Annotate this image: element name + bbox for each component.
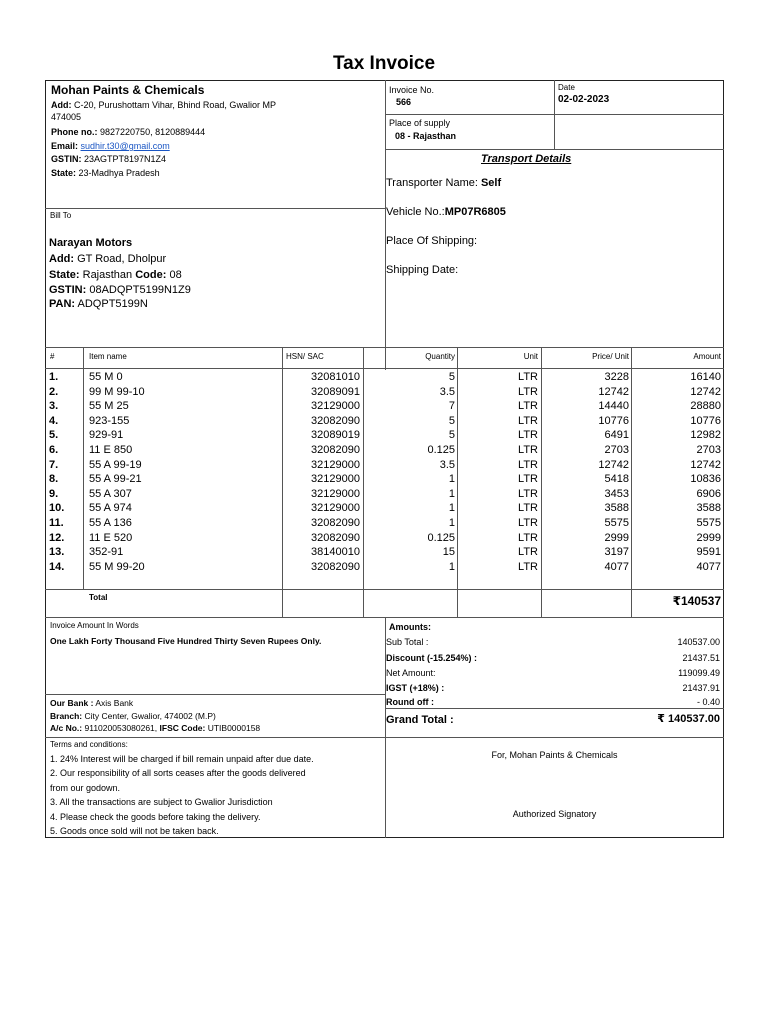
bill-to-state — [49, 270, 182, 281]
row-price: 14440 — [598, 400, 629, 413]
bill-to-address — [49, 254, 166, 265]
row-quantity: 3.5 — [439, 458, 455, 471]
row-price: 12742 — [598, 385, 629, 398]
row-amount: 2703 — [696, 444, 721, 456]
transporter-value: Self — [480, 177, 502, 189]
row-index: 1. — [49, 371, 59, 383]
bill-to-address-value: GT Road, Dholpur — [77, 253, 167, 265]
divider — [385, 708, 724, 709]
row-item-name: 352-91 — [89, 546, 124, 559]
amount-line-label: IGST (+18%) : — [386, 683, 445, 693]
row-unit: LTR — [518, 473, 538, 486]
row-item-name: 55 M 0 — [89, 371, 123, 383]
row-amount: 12742 — [690, 458, 721, 471]
row-quantity: 1 — [448, 473, 455, 486]
header-price: Price/ Unit — [592, 352, 629, 361]
row-unit: LTR — [518, 458, 538, 471]
bank-name — [50, 699, 133, 708]
row-price: 12742 — [598, 458, 629, 471]
row-index: 2. — [49, 385, 59, 398]
seller-address — [51, 101, 276, 110]
header-unit: Unit — [523, 352, 538, 361]
transporter-name — [386, 178, 501, 189]
place-of-shipping-label: Place Of Shipping: — [386, 235, 478, 247]
row-price: 3197 — [604, 546, 629, 559]
row-price: 5575 — [604, 517, 629, 529]
bill-to-pan — [49, 299, 148, 310]
divider — [385, 149, 724, 150]
row-unit: LTR — [518, 371, 538, 383]
row-amount: 4077 — [696, 560, 721, 573]
row-amount: 12742 — [690, 385, 721, 398]
terms-line: 5. Goods once sold will not be taken back. — [50, 826, 219, 836]
terms-line: from our godown. — [50, 782, 121, 793]
row-unit: LTR — [518, 517, 538, 529]
terms-line: 4. Please check the goods before taking the delivery. — [50, 811, 261, 822]
row-hsn: 32129000 — [311, 502, 360, 515]
signature-for: For, Mohan Paints & Chemicals — [491, 750, 618, 760]
row-index: 9. — [49, 487, 59, 500]
invoice-date-label: Date — [558, 83, 575, 92]
divider — [385, 80, 386, 370]
row-amount: 9591 — [696, 546, 721, 559]
row-unit: LTR — [518, 546, 538, 559]
vehicle-no — [386, 207, 506, 218]
row-item-name: 55 A 307 — [89, 487, 132, 500]
row-price: 3453 — [604, 487, 629, 500]
seller-state-value: 23-Madhya Pradesh — [78, 168, 160, 178]
bank-branch — [50, 712, 216, 721]
row-hsn: 32129000 — [311, 458, 360, 471]
seller-gstin-label: GSTIN: — [51, 154, 82, 164]
row-unit: LTR — [518, 414, 538, 427]
ifsc-value: UTIB0000158 — [207, 723, 261, 733]
row-hsn: 32082090 — [311, 444, 360, 456]
amount-line-label: Discount (-15.254%) : — [386, 653, 478, 663]
header-hsn: HSN/ SAC — [286, 352, 324, 361]
place-of-supply-label: Place of supply — [389, 118, 451, 128]
seller-email — [51, 142, 170, 151]
divider — [45, 589, 724, 590]
row-quantity: 1 — [448, 560, 455, 573]
divider — [554, 80, 555, 150]
ifsc-label: IFSC Code: — [159, 723, 206, 733]
vehicle-value: MP07R6805 — [444, 206, 506, 218]
bill-to-state-value: Rajasthan — [82, 269, 133, 281]
row-price: 3228 — [604, 371, 629, 383]
terms-label: Terms and conditions: — [50, 740, 128, 749]
row-price: 2703 — [604, 444, 629, 456]
amount-line-label: Net Amount: — [386, 668, 436, 678]
row-quantity: 1 — [448, 502, 455, 515]
seller-gstin — [51, 155, 166, 164]
row-index: 14. — [49, 560, 65, 573]
transporter-label: Transporter Name: — [386, 177, 478, 189]
invoice-date-value: 02-02-2023 — [558, 94, 610, 105]
row-unit: LTR — [518, 560, 538, 573]
row-item-name: 99 M 99-10 — [89, 385, 145, 398]
bill-to-label: Bill To — [50, 211, 72, 220]
row-hsn: 32082090 — [311, 517, 360, 529]
amount-line-value: 119099.49 — [678, 668, 720, 678]
row-item-name: 929-91 — [89, 429, 124, 442]
terms-line: 3. All the transactions are subject to Gwalior Jurisdiction — [50, 797, 273, 808]
seller-phone — [51, 128, 205, 137]
account-label: A/c No.: — [50, 723, 83, 733]
row-quantity: 15 — [442, 546, 455, 559]
bank-account — [50, 724, 260, 733]
row-hsn: 32129000 — [311, 487, 360, 500]
row-unit: LTR — [518, 487, 538, 500]
seller-gstin-value: 23AGTPT8197N1Z4 — [84, 154, 167, 164]
invoice-no-label: Invoice No. — [389, 85, 435, 95]
row-index: 5. — [49, 429, 59, 442]
words-label: Invoice Amount In Words — [50, 621, 139, 630]
row-index: 12. — [49, 531, 65, 544]
row-index: 7. — [49, 458, 59, 471]
divider — [45, 208, 385, 209]
transport-heading: Transport Details — [481, 153, 572, 165]
seller-state — [51, 169, 160, 178]
row-quantity: 5 — [448, 371, 455, 383]
divider — [385, 617, 386, 838]
seller-name: Mohan Paints & Chemicals — [51, 83, 205, 97]
divider — [385, 114, 724, 115]
row-index: 8. — [49, 473, 59, 486]
row-price: 3588 — [604, 502, 629, 515]
row-unit: LTR — [518, 400, 538, 413]
amount-line-label: Round off : — [386, 697, 434, 707]
divider — [45, 694, 385, 695]
bill-to-gstin — [49, 285, 191, 296]
row-amount: 10836 — [690, 473, 721, 486]
shipping-date-label: Shipping Date: — [386, 264, 459, 276]
page-title: Tax Invoice — [332, 53, 436, 74]
row-quantity: 3.5 — [439, 385, 455, 398]
place-of-supply-value: 08 - Rajasthan — [395, 131, 457, 141]
row-quantity: 5 — [448, 429, 455, 442]
account-value: 911020053080261, — [84, 723, 158, 733]
row-item-name: 923-155 — [89, 414, 130, 427]
branch-value: City Center, Gwalior, 474002 (M.P) — [84, 711, 216, 721]
row-amount: 5575 — [696, 517, 721, 529]
invoice-no-value: 566 — [396, 97, 412, 107]
row-price: 6491 — [604, 429, 629, 442]
row-item-name: 55 A 136 — [89, 517, 132, 529]
grand-total-value: ₹ 140537.00 — [657, 713, 720, 725]
row-price: 2999 — [604, 531, 629, 544]
total-label: Total — [89, 593, 108, 602]
row-quantity: 0.125 — [427, 444, 455, 456]
row-hsn: 32082090 — [311, 531, 360, 544]
row-index: 10. — [49, 502, 65, 515]
seller-address-line2: 474005 — [51, 112, 82, 122]
row-quantity: 5 — [448, 414, 455, 427]
amount-line-value: 140537.00 — [677, 637, 720, 647]
row-amount: 2999 — [696, 531, 721, 544]
row-amount: 10776 — [690, 414, 721, 427]
row-unit: LTR — [518, 502, 538, 515]
row-hsn: 32129000 — [311, 473, 360, 486]
row-amount: 16140 — [690, 371, 721, 383]
row-unit: LTR — [518, 531, 538, 544]
row-price: 10776 — [598, 414, 629, 427]
row-item-name: 55 A 99-19 — [89, 458, 142, 471]
row-hsn: 32082090 — [311, 414, 360, 427]
divider — [83, 347, 84, 589]
row-hsn: 32129000 — [311, 400, 360, 413]
row-index: 13. — [49, 546, 65, 559]
grand-total-label: Grand Total : — [386, 714, 454, 726]
header-quantity: Quantity — [425, 352, 455, 361]
seller-email-label: Email: — [51, 141, 79, 151]
amount-line-value: 21437.91 — [682, 683, 720, 693]
bill-to-name: Narayan Motors — [49, 237, 133, 249]
bill-to-code-value: 08 — [169, 269, 182, 281]
row-amount: 6906 — [696, 487, 721, 500]
row-price: 4077 — [604, 560, 629, 573]
amount-line-value: 21437.51 — [682, 653, 720, 663]
bill-to-address-label: Add: — [49, 253, 75, 265]
row-item-name: 11 E 520 — [89, 531, 133, 544]
divider — [45, 368, 724, 369]
row-item-name: 55 A 974 — [89, 502, 132, 515]
row-hsn: 32089019 — [311, 429, 360, 442]
seller-state-label: State: — [51, 168, 77, 178]
row-amount: 3588 — [696, 502, 721, 515]
row-hsn: 32081010 — [311, 371, 360, 383]
row-index: 3. — [49, 400, 59, 413]
seller-address-label: Add: — [51, 100, 72, 110]
header-index: # — [50, 352, 55, 361]
divider — [45, 347, 724, 348]
row-amount: 12982 — [690, 429, 721, 442]
row-item-name: 55 M 99-20 — [89, 560, 145, 573]
row-hsn: 32082090 — [311, 560, 360, 573]
vehicle-label: Vehicle No.: — [386, 206, 445, 218]
seller-phone-label: Phone no.: — [51, 127, 98, 137]
row-hsn: 38140010 — [311, 546, 360, 559]
branch-label: Branch: — [50, 711, 83, 721]
row-unit: LTR — [518, 444, 538, 456]
row-quantity: 7 — [448, 400, 455, 413]
total-amount: ₹140537 — [672, 594, 721, 608]
row-price: 5418 — [604, 473, 629, 486]
row-unit: LTR — [518, 429, 538, 442]
divider — [45, 737, 724, 738]
row-amount: 28880 — [690, 400, 721, 413]
header-item-name: Item name — [89, 352, 127, 361]
row-unit: LTR — [518, 385, 538, 398]
seller-address-line1: C-20, Purushottam Vihar, Bhind Road, Gwalior MP — [74, 100, 276, 110]
row-quantity: 1 — [448, 517, 455, 529]
bill-to-pan-label: PAN: — [49, 298, 76, 310]
row-quantity: 0.125 — [427, 531, 455, 544]
authorized-signatory: Authorized Signatory — [512, 809, 597, 819]
row-index: 6. — [49, 444, 59, 456]
row-index: 4. — [49, 414, 59, 427]
bill-to-gstin-label: GSTIN: — [49, 284, 87, 296]
seller-phone-value: 9827220750, 8120889444 — [100, 127, 206, 137]
header-amount: Amount — [693, 352, 721, 361]
bank-value: Axis Bank — [95, 698, 134, 708]
amount-line-value: - 0.40 — [696, 697, 720, 707]
row-index: 11. — [49, 517, 64, 529]
bill-to-pan-value: ADQPT5199N — [77, 298, 148, 310]
row-item-name: 11 E 850 — [89, 444, 133, 456]
bank-label: Our Bank : — [50, 698, 94, 708]
seller-email-link[interactable]: sudhir.t30@gmail.com — [80, 141, 170, 151]
bill-to-code-label: Code: — [135, 269, 167, 281]
words-text: One Lakh Forty Thousand Five Hundred Thirty Seven Rupees Only. — [50, 636, 322, 646]
terms-line: 1. 24% Interest will be charged if bill remain unpaid after due date. — [50, 754, 314, 764]
row-item-name: 55 M 25 — [89, 400, 129, 413]
amounts-heading: Amounts: — [389, 622, 431, 632]
row-item-name: 55 A 99-21 — [89, 473, 142, 486]
bill-to-state-label: State: — [49, 269, 80, 281]
amount-line-label: Sub Total : — [386, 637, 429, 647]
row-quantity: 1 — [448, 487, 455, 500]
bill-to-gstin-value: 08ADQPT5199N1Z9 — [89, 284, 191, 296]
row-hsn: 32089091 — [311, 385, 360, 398]
terms-line: 2. Our responsibility of all sorts ceases after the goods delivered — [50, 768, 306, 779]
